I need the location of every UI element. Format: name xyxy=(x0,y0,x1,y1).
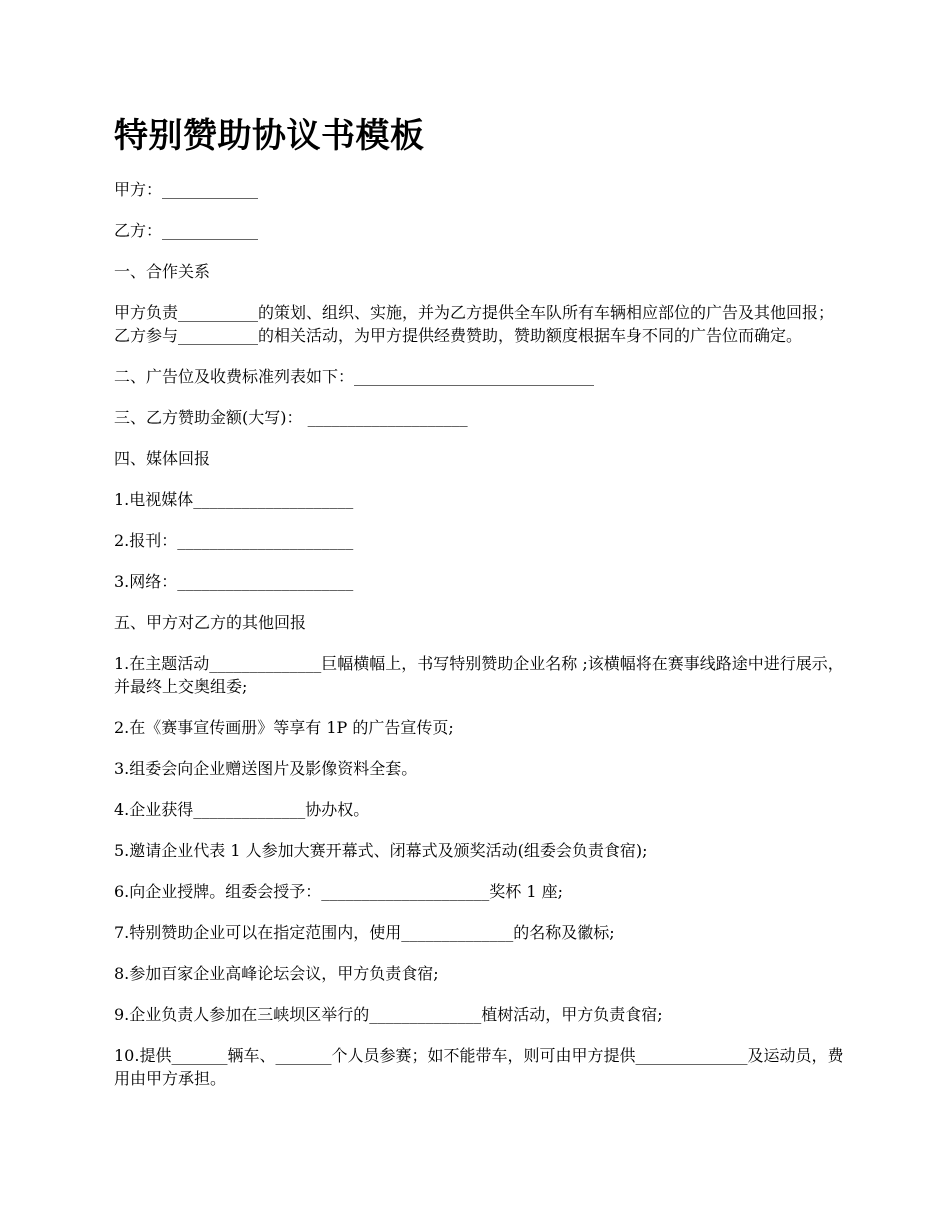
return-item-1: 1.在主题活动______________巨幅横幅上，书写特别赞助企业名称 ;该横幅将在赛事线路途中进行展示，并最终上交奥组委; xyxy=(114,654,844,696)
document-title: 特别赞助协议书模板 xyxy=(114,116,425,156)
party-b-line: 乙方：____________ xyxy=(114,221,259,240)
section-heading-media-return: 四、媒体回报 xyxy=(114,449,211,468)
media-item-press: 2.报刊：______________________ xyxy=(114,531,354,550)
section-heading-sponsor-amount: 三、乙方赞助金额(大写)： ____________________ xyxy=(114,408,468,427)
document-page xyxy=(114,112,844,1108)
party-a-line: 甲方：____________ xyxy=(114,180,259,199)
return-item-7: 7.特别赞助企业可以在指定范围内，使用______________的名称及徽标; xyxy=(114,923,615,942)
return-item-2: 2.在《赛事宣传画册》等享有 1P 的广告宣传页; xyxy=(114,718,454,737)
media-item-web: 3.网络：______________________ xyxy=(114,572,354,591)
return-item-10: 10.提供_______辆车、_______个人员参赛；如不能带车，则可由甲方提供______________及运动员，费用由甲方承担。 xyxy=(114,1046,844,1088)
section-heading-cooperation: 一、合作关系 xyxy=(114,262,211,281)
cooperation-body: 甲方负责__________的策划、组织、实施，并为乙方提供全车队所有车辆相应部位的广告及其他回报；乙方参与__________的相关活动，为甲方提供经费赞助，赞助额度根据车身不同的广告位而确定。 xyxy=(114,303,835,345)
return-item-4: 4.企业获得______________协办权。 xyxy=(114,800,370,819)
section-heading-ad-pricing: 二、广告位及收费标准列表如下：______________________________ xyxy=(114,367,595,386)
return-item-8: 8.参加百家企业高峰论坛会议，甲方负责食宿; xyxy=(114,964,439,983)
return-item-6: 6.向企业授牌。组委会授予：_____________________奖杯 1 座; xyxy=(114,882,564,901)
section-heading-other-returns: 五、甲方对乙方的其他回报 xyxy=(114,613,307,632)
media-item-tv: 1.电视媒体____________________ xyxy=(114,490,354,509)
return-item-5: 5.邀请企业代表 1 人参加大赛开幕式、闭幕式及颁奖活动(组委会负责食宿); xyxy=(114,841,648,860)
return-item-3: 3.组委会向企业赠送图片及影像资料全套。 xyxy=(114,759,418,778)
return-item-9: 9.企业负责人参加在三峡坝区举行的______________植树活动，甲方负责食宿; xyxy=(114,1005,663,1024)
